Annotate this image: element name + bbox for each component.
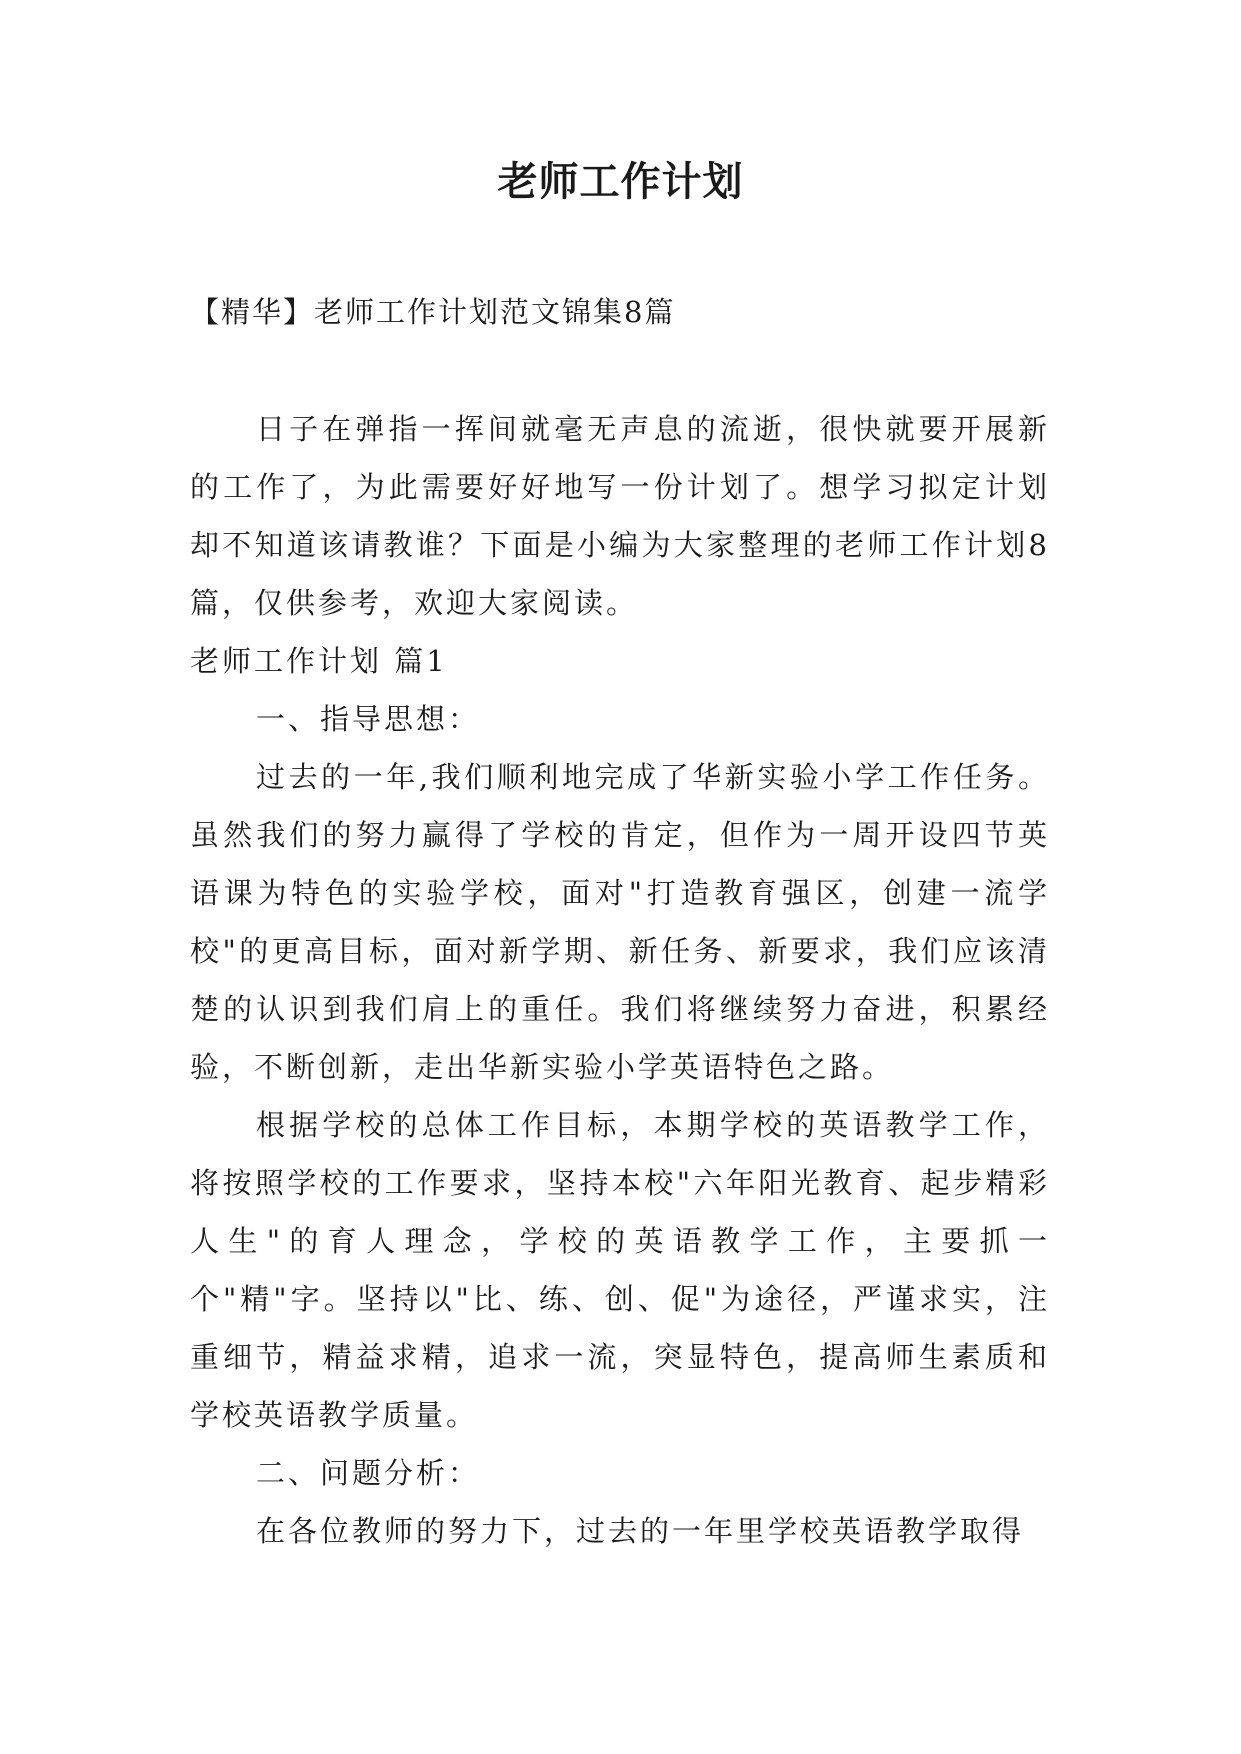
- document-title: 老师工作计划: [497, 159, 744, 205]
- intro-paragraph: 日子在弹指一挥间就毫无声息的流逝，很快就要开展新的工作了，为此需要好好地写一份计划了。想学习拟定计划却不知道该请教谁？下面是小编为大家整理的老师工作计划8篇，仅供参考，欢迎大家阅读。: [190, 412, 1050, 620]
- heading-guiding-ideology: 一、指导思想：: [256, 702, 481, 736]
- body-paragraph: 过去的一年,我们顺利地完成了华新实验小学工作任务。虽然我们的努力赢得了学校的肯定，但作为一周开设四节英语课为特色的实验学校，面对"打造教育强区，创建一流学校"的更高目标，面对新学期、新任务、新要求，我们应该清楚的认识到我们肩上的重任。我们将继续努力奋进，积累经验，不断创新，走出华新实验小学英语特色之路。: [190, 760, 1050, 1084]
- heading-problem-analysis: 二、问题分析：: [256, 1456, 481, 1490]
- document-body: [190, 400, 1050, 1560]
- document-subtitle: 【精华】老师工作计划范文锦集8篇: [190, 295, 676, 329]
- section-heading: 老师工作计划 篇1: [190, 644, 448, 678]
- body-paragraph: 在各位教师的努力下，过去的一年里学校英语教学取得: [256, 1514, 1025, 1548]
- body-paragraph: 根据学校的总体工作目标，本期学校的英语教学工作，将按照学校的工作要求，坚持本校"六年阳光教育、起步精彩人生"的育人理念，学校的英语教学工作，主要抓一个"精"字。坚持以"比、练、创、促"为途径，严谨求实，注重细节，精益求精，追求一流，突显特色，提高师生素质和学校英语教学质量。: [190, 1108, 1050, 1432]
